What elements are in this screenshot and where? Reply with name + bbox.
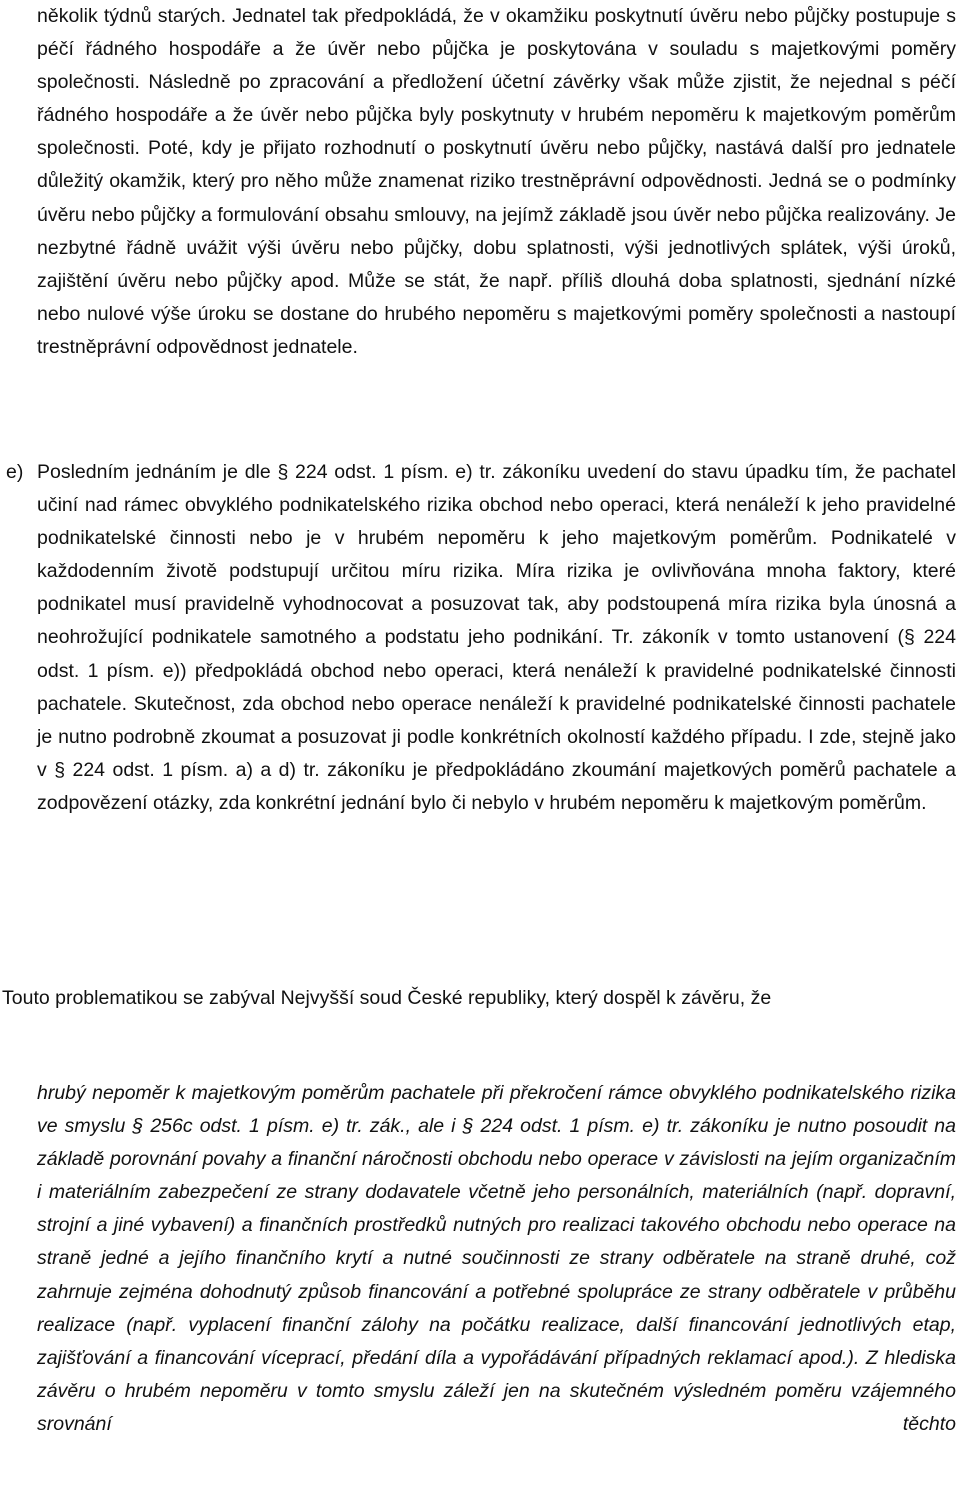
- list-item-text: Posledním jednáním je dle § 224 odst. 1 písm. e) tr. zákoníku uvedení do stavu úpadku tím, že pachatel učiní nad rámec obvyklého podnikatelského rizika obchod nebo operaci, která nenáleží k jeho pravidelné podnikatelské činnosti nebo je v hrubém nepoměru k jeho majetkovým poměrům. Podnikatelé v každodenním životě podstupují určitou míru rizika. Míra rizika je ovlivňována mnoha faktory, které podnikatel musí pravidelně vyhodnocovat a posuzovat tak, aby podstoupená míra rizika byla únosná a neohrožující podnikatele samotného a podstatu jeho podnikání. Tr. zákoník v tomto ustanovení (§ 224 odst. 1 písm. e)) předpokládá obchod nebo operaci, která nenáleží k pravidelné podnikatelské činnosti pachatele. Skutečnost, zda obchod nebo operace nenáleží k pravidelné podnikatelské činnosti pachatele je nutno podrobně zkoumat a posuzovat ji podle konkrétních okolností každého případu. I zde, stejně jako v § 224 odst. 1 písm. a) a d) tr. zákoníku je předpokládáno zkoumání majetkových poměrů pachatele a zodpovězení otázky, zda konkrétní jednání bylo či nebylo v hrubém nepoměru k majetkovým poměrům.: [37, 461, 956, 814]
- intro-paragraph: Touto problematikou se zabýval Nejvyšší soud České republiky, který dospěl k závěru, že: [2, 987, 772, 1009]
- list-marker: e): [6, 461, 24, 483]
- paragraph-continuation: několik týdnů starých. Jednatel tak předpokládá, že v okamžiku poskytnutí úvěru nebo půjčky postupuje s péčí řádného hospodáře a že úvěr nebo půjčka je poskytována v souladu s majetkovými poměry společnosti. Následně po zpracování a předložení účetní závěrky však může zjistit, že nejednal s péčí řádného hospodáře a že úvěr nebo půjčka byly poskytnuty v hrubém nepoměru k majetkovým poměrům společnosti. Poté, kdy je přijato rozhodnutí o poskytnutí úvěru nebo půjčky, nastává další pro jednatele důležitý okamžik, který pro něho může znamenat riziko trestněprávní odpovědnosti. Jedná se o podmínky úvěru nebo půjčky a formulování obsahu smlouvy, na jejímž základě jsou úvěr nebo půjčka realizovány. Je nezbytné řádně uvážit výši úvěru nebo půjčky, dobu splatnosti, výši jednotlivých splátek, výši úroků, zajištění úvěru nebo půjčky apod. Může se stát, že např. příliš dlouhá doba splatnosti, sjednání nízké nebo nulové výše úroku se dostane do hrubého nepoměru s majetkovými poměry společnosti a nastoupí trestněprávní odpovědnost jednatele.: [37, 5, 956, 358]
- court-quote: hrubý nepoměr k majetkovým poměrům pachatele při překročení rámce obvyklého podnikatelského rizika ve smyslu § 256c odst. 1 písm. e) tr. zák., ale i § 224 odst. 1 písm. e) tr. zákoníku je nutno posoudit na základě porovnání povahy a finanční náročnosti obchodu nebo operace v závislosti na jejím organizačním i materiálním zabezpečení ze strany dodavatele včetně jeho personálních, materiálních (např. dopravní, strojní a jiné vybavení) a finančních prostředků nutných pro realizaci takového obchodu nebo operace na straně jedné a jejího finančního krytí a nutné součinnosti ze strany odběratele na straně druhé, což zahrnuje zejména dohodnutý způsob financování a potřebné spolupráce ze strany odběratele v průběhu realizace (např. vyplacení finanční zálohy na počátku realizace, další financování jednotlivých etap, zajišťování a financování víceprací, předání díla a vypořádávání případných reklamací apod.). Z hlediska závěru o hrubém nepoměru v tomto smyslu záleží jen na skutečném výsledném poměru vzájemného srovnání těchto: [37, 1082, 956, 1435]
